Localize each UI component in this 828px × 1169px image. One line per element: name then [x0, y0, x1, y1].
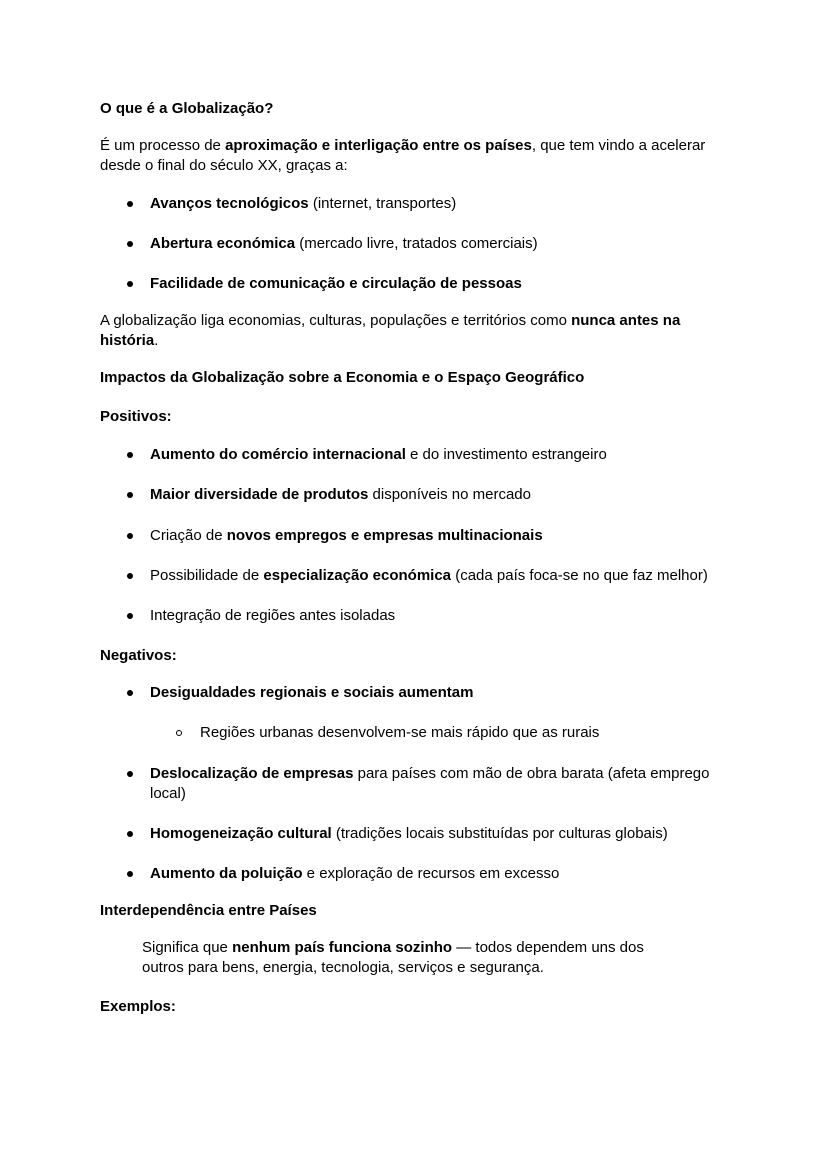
intro-line-2: desde o final do século XX, graças a: — [100, 157, 348, 174]
positive-item: Aumento do comércio internacional e do investimento estrangeiro — [150, 446, 607, 463]
bullet-icon — [127, 452, 133, 458]
bullet-icon — [127, 690, 133, 696]
bullet-icon — [127, 241, 133, 247]
negative-item: Aumento da poluição e exploração de recursos em excesso — [150, 865, 560, 882]
page-title: O que é a Globalização? — [100, 100, 274, 117]
positive-item: Maior diversidade de produtos disponíveis no mercado — [150, 486, 531, 503]
cause-item: Avanços tecnológicos (internet, transportes) — [150, 195, 457, 212]
negative-item-continuation: local) — [150, 785, 186, 802]
positive-item: Possibilidade de especialização económica (cada país foca-se no que faz melhor) — [150, 567, 708, 584]
negative-item: Deslocalização de empresas para países com mão de obra barata (afeta emprego — [150, 765, 710, 782]
intro-line-1: É um processo de aproximação e interligação entre os países, que tem vindo a acelerar — [100, 137, 706, 154]
positive-item: Integração de regiões antes isoladas — [150, 607, 396, 624]
bullet-icon — [127, 533, 133, 539]
positive-item: Criação de novos empregos e empresas multinacionais — [150, 527, 543, 544]
sub-bullet-icon — [176, 730, 182, 736]
bullet-icon — [127, 831, 133, 837]
summary-line-1: A globalização liga economias, culturas, populações e territórios como nunca antes na — [100, 312, 681, 329]
bullet-icon — [127, 613, 133, 619]
bullet-icon — [127, 492, 133, 498]
examples-heading: Exemplos: — [100, 998, 176, 1015]
positives-heading: Positivos: — [100, 408, 172, 425]
bullet-icon — [127, 771, 133, 777]
bullet-icon — [127, 281, 133, 287]
bullet-icon — [127, 201, 133, 207]
cause-item: Abertura económica (mercado livre, tratados comerciais) — [150, 235, 538, 252]
impacts-heading: Impactos da Globalização sobre a Economia e o Espaço Geográfico — [100, 369, 585, 386]
interdependence-line-1: Significa que nenhum país funciona sozinho — todos dependem uns dos — [142, 939, 644, 956]
cause-item: Facilidade de comunicação e circulação de pessoas — [150, 275, 522, 292]
interdependence-line-2: outros para bens, energia, tecnologia, serviços e segurança. — [142, 959, 544, 976]
negative-item: Desigualdades regionais e sociais aumentam — [150, 684, 474, 701]
summary-line-2: história. — [100, 332, 159, 349]
negative-item: Homogeneização cultural (tradições locais substituídas por culturas globais) — [150, 825, 668, 842]
bullet-icon — [127, 871, 133, 877]
negatives-heading: Negativos: — [100, 647, 177, 664]
interdependence-heading: Interdependência entre Países — [100, 902, 317, 919]
negative-subitem: Regiões urbanas desenvolvem-se mais rápido que as rurais — [200, 724, 600, 741]
bullet-icon — [127, 573, 133, 579]
